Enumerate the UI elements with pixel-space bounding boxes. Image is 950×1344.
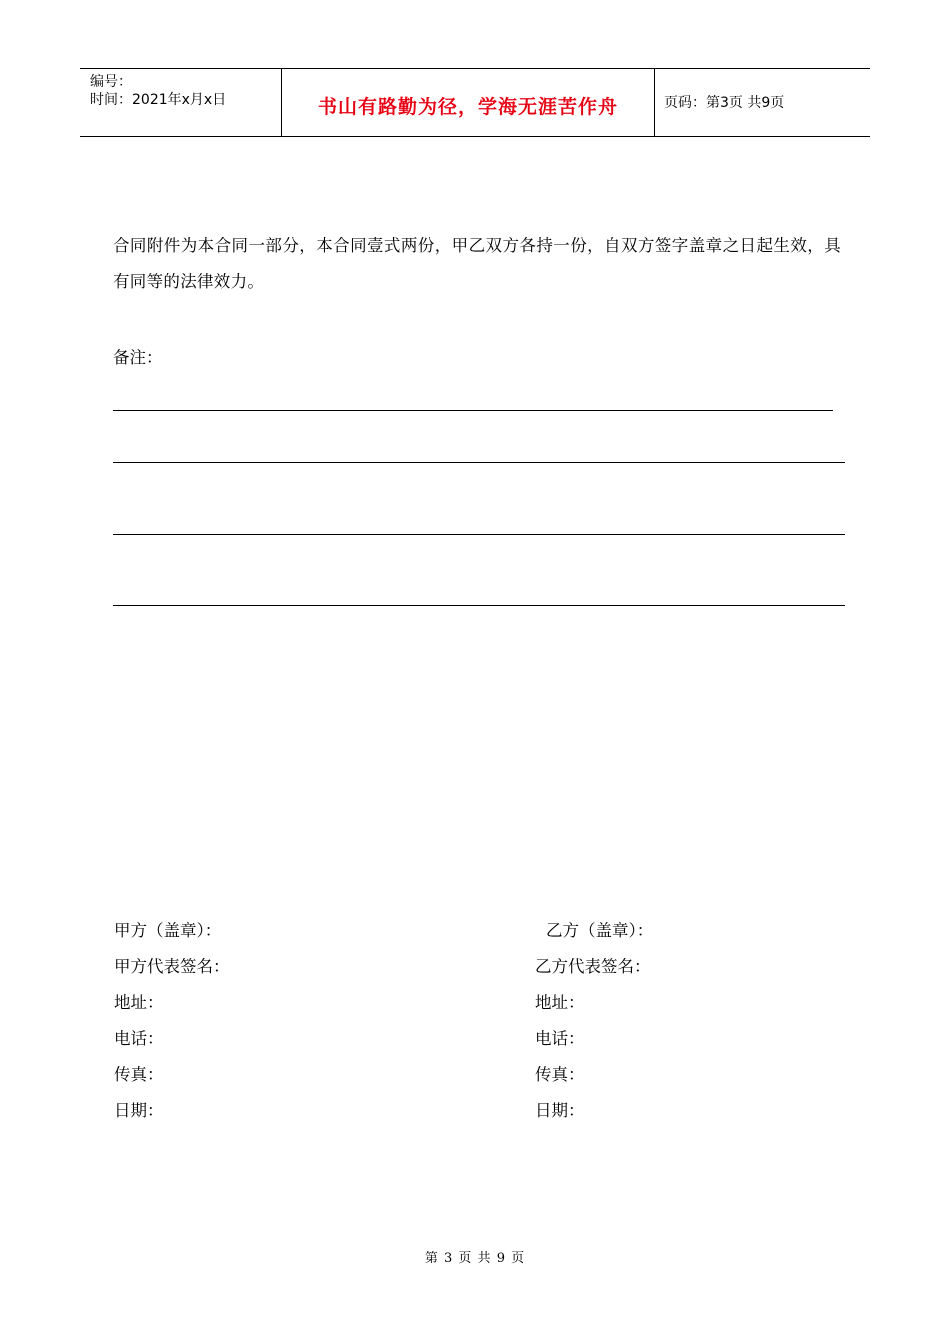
remarks-line-4: [113, 605, 845, 606]
party-a-seal-label: 甲方（盖章）：: [114, 921, 222, 940]
contract-clause-paragraph: 合同附件为本合同一部分，本合同壹式两份，甲乙双方各持一份，自双方签字盖章之日起生效，具有同等的法律效力。: [113, 236, 841, 291]
remarks-line-3: [113, 534, 845, 535]
remarks-line-1: [113, 410, 833, 411]
party-b-fax-label: 传真：: [535, 1065, 585, 1084]
party-b-phone-label: 电话：: [535, 1029, 585, 1048]
party-b-address-label: 地址：: [535, 993, 585, 1012]
header-meta-cell: [80, 69, 282, 136]
party-b-seal-label: 乙方（盖章）：: [546, 921, 654, 940]
header-page-cell: [655, 69, 870, 136]
header-motto-cell: [282, 69, 655, 136]
party-b-signature-label: 乙方代表签名：: [535, 957, 651, 976]
remarks-line-2: [113, 462, 845, 463]
motto-text: 书山有路勤为径，学海无涯苦作舟: [317, 96, 618, 118]
page-footer: 第 3 页 共 9 页: [424, 1251, 526, 1266]
party-a-address-label: 地址：: [114, 993, 164, 1012]
party-a-date-label: 日期：: [114, 1101, 164, 1120]
party-a-signature-label: 甲方代表签名：: [114, 957, 230, 976]
header-page-info: 页码：第3页 共9页: [664, 95, 785, 111]
remarks-label: 备注：: [113, 348, 163, 367]
serial-number-label: 编号：: [90, 74, 132, 90]
date-label: 时间：2021年x月x日: [90, 92, 227, 108]
party-a-fax-label: 传真：: [114, 1065, 164, 1084]
page-header: [80, 68, 870, 137]
party-b-date-label: 日期：: [535, 1101, 585, 1120]
party-a-phone-label: 电话：: [114, 1029, 164, 1048]
